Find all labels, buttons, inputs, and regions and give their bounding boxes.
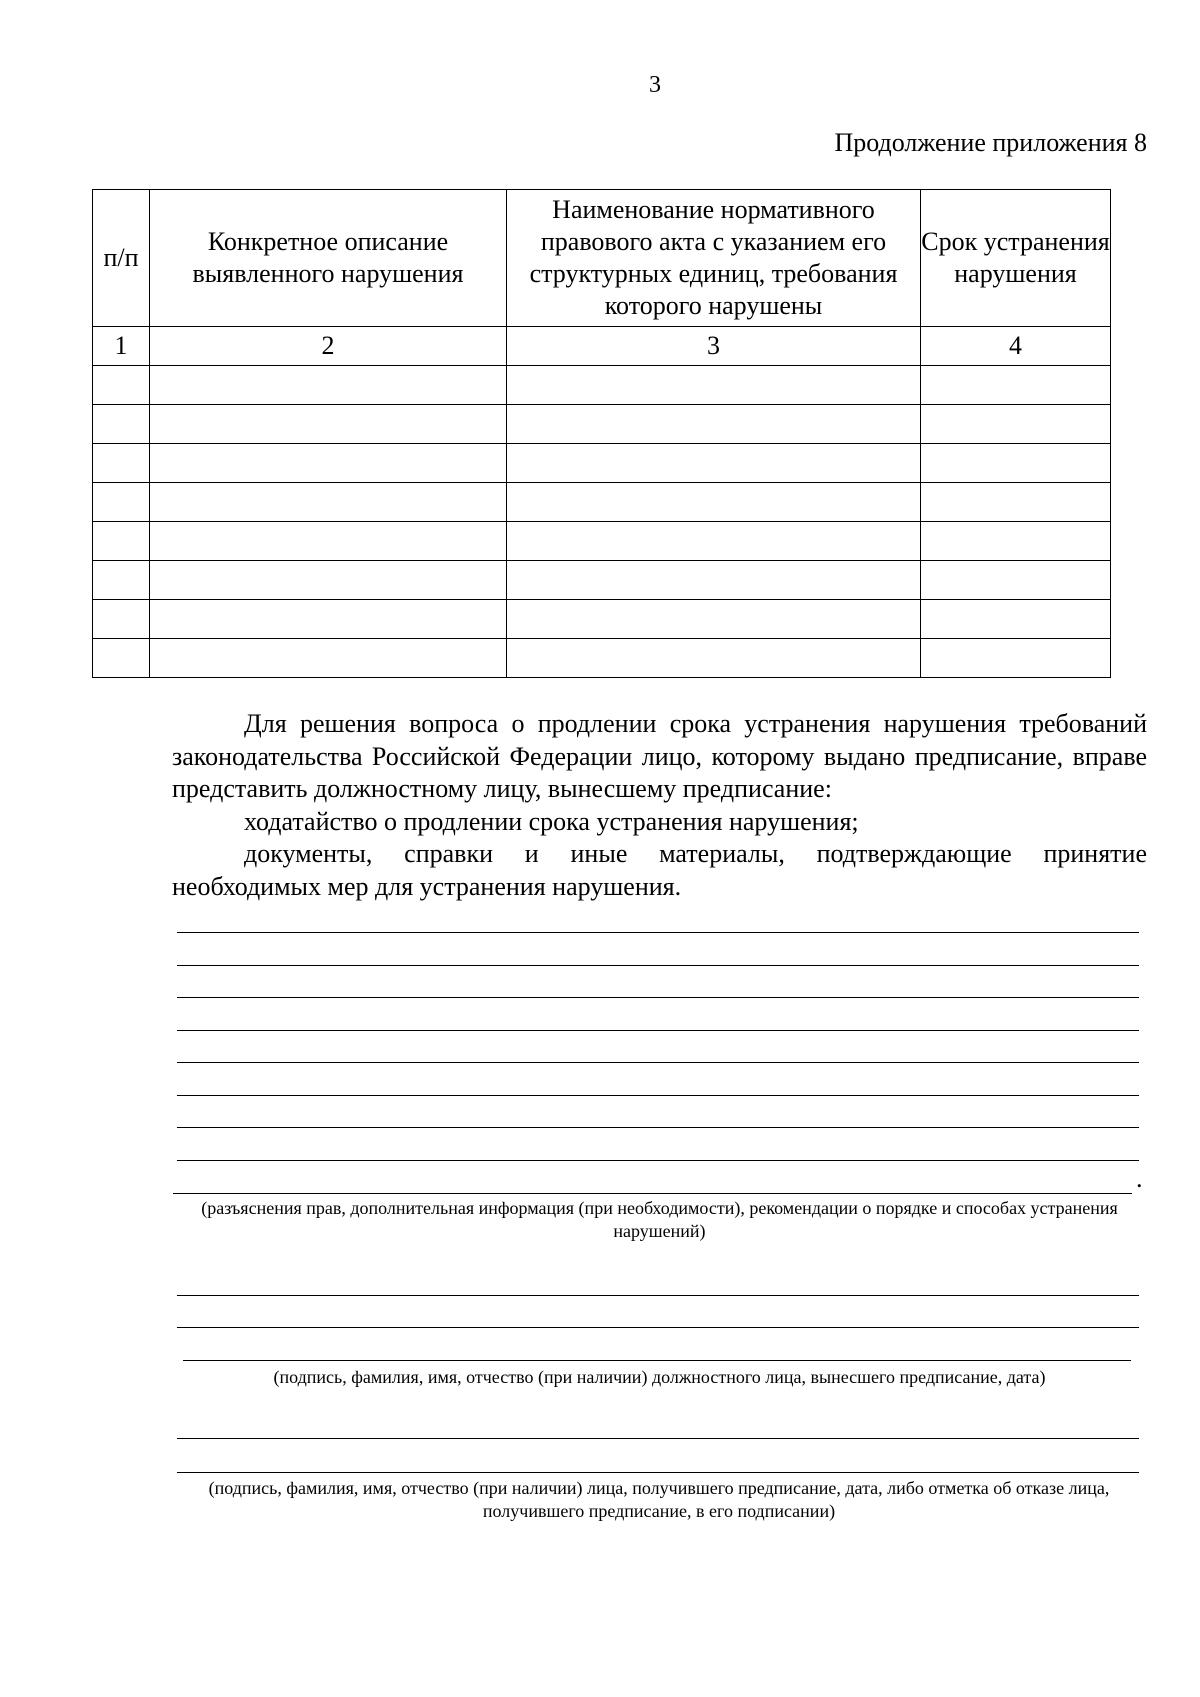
end-period: . — [1136, 1164, 1143, 1193]
table-cell[interactable] — [93, 366, 150, 405]
page-number: 3 — [649, 72, 661, 98]
table-cell[interactable] — [150, 405, 507, 444]
table-cell[interactable] — [150, 600, 507, 639]
header-number: п/п — [93, 190, 150, 327]
table-cell[interactable] — [921, 522, 1111, 561]
column-number: 4 — [921, 327, 1111, 366]
table-row — [93, 639, 1111, 678]
fill-line[interactable] — [173, 1193, 1132, 1194]
fill-line[interactable] — [177, 1160, 1139, 1161]
fill-line[interactable] — [177, 932, 1139, 933]
table-cell[interactable] — [150, 561, 507, 600]
table-cell[interactable] — [921, 561, 1111, 600]
fill-line[interactable] — [177, 1030, 1139, 1031]
table-row — [93, 561, 1111, 600]
table-cell[interactable] — [150, 522, 507, 561]
table-cell[interactable] — [921, 639, 1111, 678]
table-cell[interactable] — [921, 483, 1111, 522]
table-cell[interactable] — [150, 483, 507, 522]
column-number: 1 — [93, 327, 150, 366]
column-number-row — [93, 327, 1111, 366]
table-cell[interactable] — [507, 444, 921, 483]
table-row — [93, 366, 1111, 405]
table-cell[interactable] — [507, 600, 921, 639]
fill-line[interactable] — [177, 1327, 1139, 1328]
body-paragraph: Для решения вопроса о продлении срока устранения нарушения требований законодательства Российской Федерации лицо, которому выдано предписание, вправе представить должностному лицу, вынесшему предписание: — [172, 709, 1147, 803]
table-cell[interactable] — [921, 405, 1111, 444]
table-cell[interactable] — [507, 483, 921, 522]
body-paragraph: документы, справки и иные материалы, подтверждающие принятие необходимых мер для устранения нарушения. — [172, 839, 1147, 901]
table-cell[interactable] — [507, 561, 921, 600]
explanations-caption: (разъяснения прав, дополнительная информация (при необходимости), рекомендации о порядке и способах устранения нарушений) — [201, 1198, 1118, 1241]
fill-line[interactable] — [177, 965, 1139, 966]
fill-line[interactable] — [177, 1472, 1139, 1473]
table-cell[interactable] — [150, 366, 507, 405]
body-text — [172, 708, 1147, 903]
fill-line[interactable] — [177, 1295, 1139, 1296]
table-cell[interactable] — [507, 405, 921, 444]
appendix-continuation-title: Продолжение приложения 8 — [834, 128, 1147, 157]
fill-line[interactable] — [183, 1360, 1131, 1361]
table-cell[interactable] — [507, 522, 921, 561]
header-regulation-name: Наименование нормативного правового акта с указанием его структурных единиц, требования которого нарушены — [507, 190, 921, 327]
table-row — [93, 522, 1111, 561]
table-row — [93, 444, 1111, 483]
recipient-signature-caption: (подпись, фамилия, имя, отчество (при наличии) лица, получившего предписание, дата, либо отметка об отказе лица, получившего предписание, в его подписании) — [208, 1478, 1110, 1521]
table-cell[interactable] — [921, 600, 1111, 639]
fill-line[interactable] — [177, 1438, 1139, 1439]
fill-line[interactable] — [177, 1062, 1139, 1063]
table-cell[interactable] — [507, 639, 921, 678]
table-cell[interactable] — [507, 366, 921, 405]
table-header-row — [93, 190, 1111, 327]
fill-line[interactable] — [177, 1127, 1139, 1128]
table-cell[interactable] — [921, 366, 1111, 405]
violations-table — [92, 189, 1111, 678]
column-number: 2 — [150, 327, 507, 366]
table-cell[interactable] — [93, 600, 150, 639]
table-row — [93, 483, 1111, 522]
fill-line[interactable] — [177, 1095, 1139, 1096]
fill-line[interactable] — [177, 997, 1139, 998]
header-violation-description: Конкретное описание выявленного нарушения — [150, 190, 507, 327]
table-cell[interactable] — [93, 444, 150, 483]
table-cell[interactable] — [93, 483, 150, 522]
header-deadline: Срок устранения нарушения — [921, 190, 1111, 327]
table-cell[interactable] — [150, 444, 507, 483]
table-row — [93, 405, 1111, 444]
table-cell[interactable] — [93, 639, 150, 678]
table-cell[interactable] — [93, 405, 150, 444]
official-signature-caption: (подпись, фамилия, имя, отчество (при наличии) должностного лица, вынесшего предписание, дата) — [273, 1367, 1046, 1387]
table-row — [93, 600, 1111, 639]
table-cell[interactable] — [921, 444, 1111, 483]
table-cell[interactable] — [93, 522, 150, 561]
table-cell[interactable] — [150, 639, 507, 678]
column-number: 3 — [507, 327, 921, 366]
body-paragraph: ходатайство о продлении срока устранения нарушения; — [244, 806, 859, 836]
table-cell[interactable] — [93, 561, 150, 600]
